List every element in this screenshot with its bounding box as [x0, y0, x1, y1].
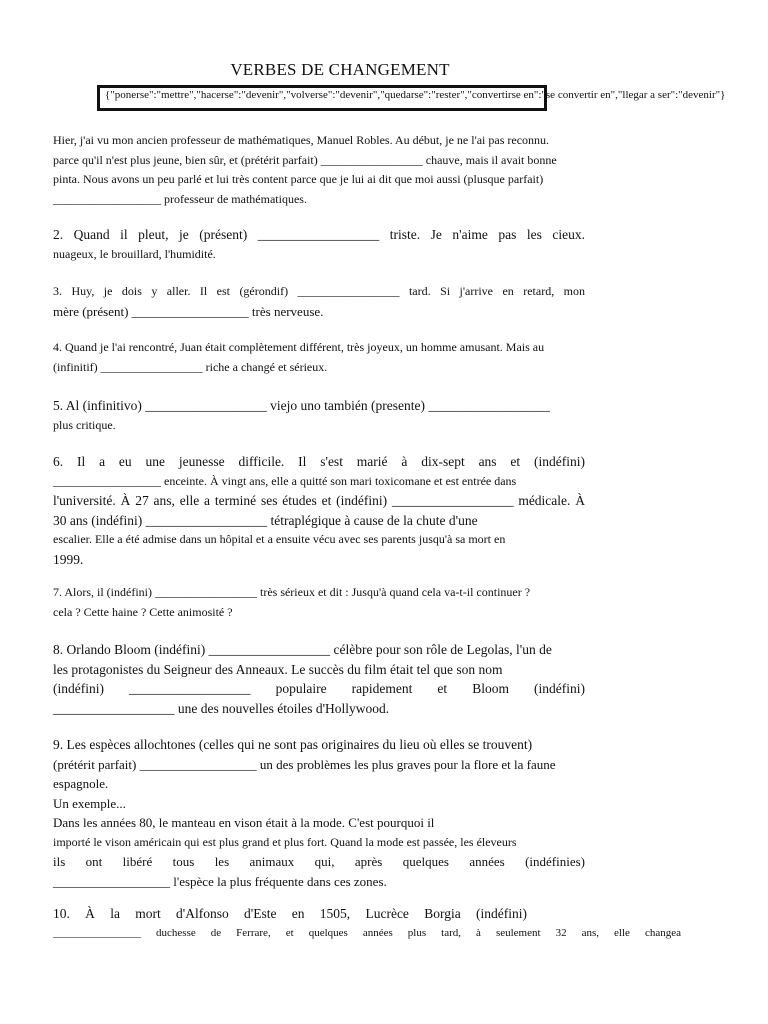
text-line: __________________ enceinte. À vingt ans, elle a quitté son mari toxicomane et est entrée dans	[53, 473, 517, 488]
text-line: Dans les années 80, le manteau en vison était à la mode. C'est pourquoi il	[53, 815, 435, 830]
exercise-8	[53, 640, 585, 718]
text-line: 8. Orlando Bloom (indéfini) __________________ célèbre pour son rôle de Legolas, l'un de	[53, 642, 552, 657]
text-line: parce qu'il n'est plus jeune, bien sûr, et (prétérit parfait) _________________ chauve, mais il avait bonne	[53, 152, 557, 167]
text-line: escalier. Elle a été admise dans un hôpital et a ensuite vécu avec ses parents jusqu'à sa mort en	[53, 532, 506, 546]
text-line: mère (présent) __________________ très nerveuse.	[53, 303, 324, 319]
text-line: 6. Il a eu une jeunesse difficile. Il s'est marié à dix-sept ans et (indéfini)	[53, 454, 585, 469]
text-line: 3. Huy, je dois y aller. Il est (gérondif) _________________ tard. Si j'arrive en retard, mon	[53, 284, 585, 298]
exercise-10	[53, 904, 681, 943]
text-line: Hier, j'ai vu mon ancien professeur de mathématiques, Manuel Robles. Au début, je ne l'ai pas reconnu.	[53, 133, 550, 147]
text-line: __________________ professeur de mathématiques.	[53, 191, 307, 206]
text-line: 2. Quand il pleut, je (présent) __________________ triste. Je n'aime pas les cieux.	[53, 227, 585, 242]
vocabulary-list: {"ponerse":"mettre","hacerse":"devenir","volverse":"devenir","quedarse":"rester","convertirse en":"se convertir en","llegar a ser":"devenir"}	[105, 89, 726, 101]
exercise-3	[53, 282, 585, 321]
exercise-6	[53, 452, 585, 569]
exercise-7	[53, 583, 585, 622]
text-line: espagnole.	[53, 776, 109, 791]
page-title: VERBES DE CHANGEMENT	[230, 60, 450, 79]
exercise-4	[53, 338, 585, 377]
text-line: l'université. À 27 ans, elle a terminé ses études et (indéfini) __________________ médicale. À	[53, 493, 585, 508]
text-line: Un exemple...	[53, 795, 126, 811]
text-line: 10. À la mort d'Alfonso d'Este en 1505, Lucrèce Borgia (indéfini)	[53, 906, 527, 921]
text-line: (indéfini) __________________ populaire rapidement et Bloom (indéfini)	[53, 681, 585, 696]
text-line: __________________ une des nouvelles étoiles d'Hollywood.	[53, 700, 390, 716]
text-line: 30 ans (indéfini) __________________ tétraplégique à cause de la chute d'une	[53, 512, 478, 528]
text-line: cela ? Cette haine ? Cette animosité ?	[53, 604, 233, 619]
text-line: 9. Les espèces allochtones (celles qui ne sont pas originaires du lieu où elles se trouvent)	[53, 737, 533, 752]
exercise-9	[53, 735, 585, 891]
text-line: importé le vison américain qui est plus grand et plus fort. Quand la mode est passée, les éleveurs	[53, 834, 517, 849]
text-line: les protagonistes du Seigneur des Anneaux. Le succès du film était tel que son nom	[53, 661, 503, 677]
text-line: (infinitif) _________________ riche a changé et sérieux.	[53, 359, 328, 374]
exercise-2	[53, 225, 585, 264]
text-line: 4. Quand je l'ai rencontré, Juan était complètement différent, très joyeux, un homme amusant. Mais au	[53, 340, 545, 354]
text-line: ils ont libéré tous les animaux qui, après quelques années (indéfinies)	[53, 854, 585, 869]
exercise-5	[53, 396, 585, 435]
exercise-intro	[53, 131, 585, 209]
text-line: nuageux, le brouillard, l'humidité.	[53, 246, 216, 261]
text-line: (prétérit parfait) __________________ un des problèmes les plus graves pour la flore et la faune	[53, 756, 556, 772]
text-line: 1999.	[53, 551, 84, 567]
text-line: 5. Al (infinitivo) __________________ viejo uno también (presente) __________________	[53, 398, 550, 413]
text-line: ________________ duchesse de Ferrare, et quelques années plus tard, à seulement 32 ans, elle changea	[53, 926, 681, 939]
text-line: 7. Alors, il (indéfini) _________________ très sérieux et dit : Jusqu'à quand cela va-t-il continuer ?	[53, 585, 531, 599]
text-line: __________________ l'espèce la plus fréquente dans ces zones.	[53, 873, 387, 889]
text-line: plus critique.	[53, 417, 116, 432]
text-line: pinta. Nous avons un peu parlé et lui très content parce que je lui ai dit que moi aussi (plusque parfait)	[53, 172, 544, 186]
